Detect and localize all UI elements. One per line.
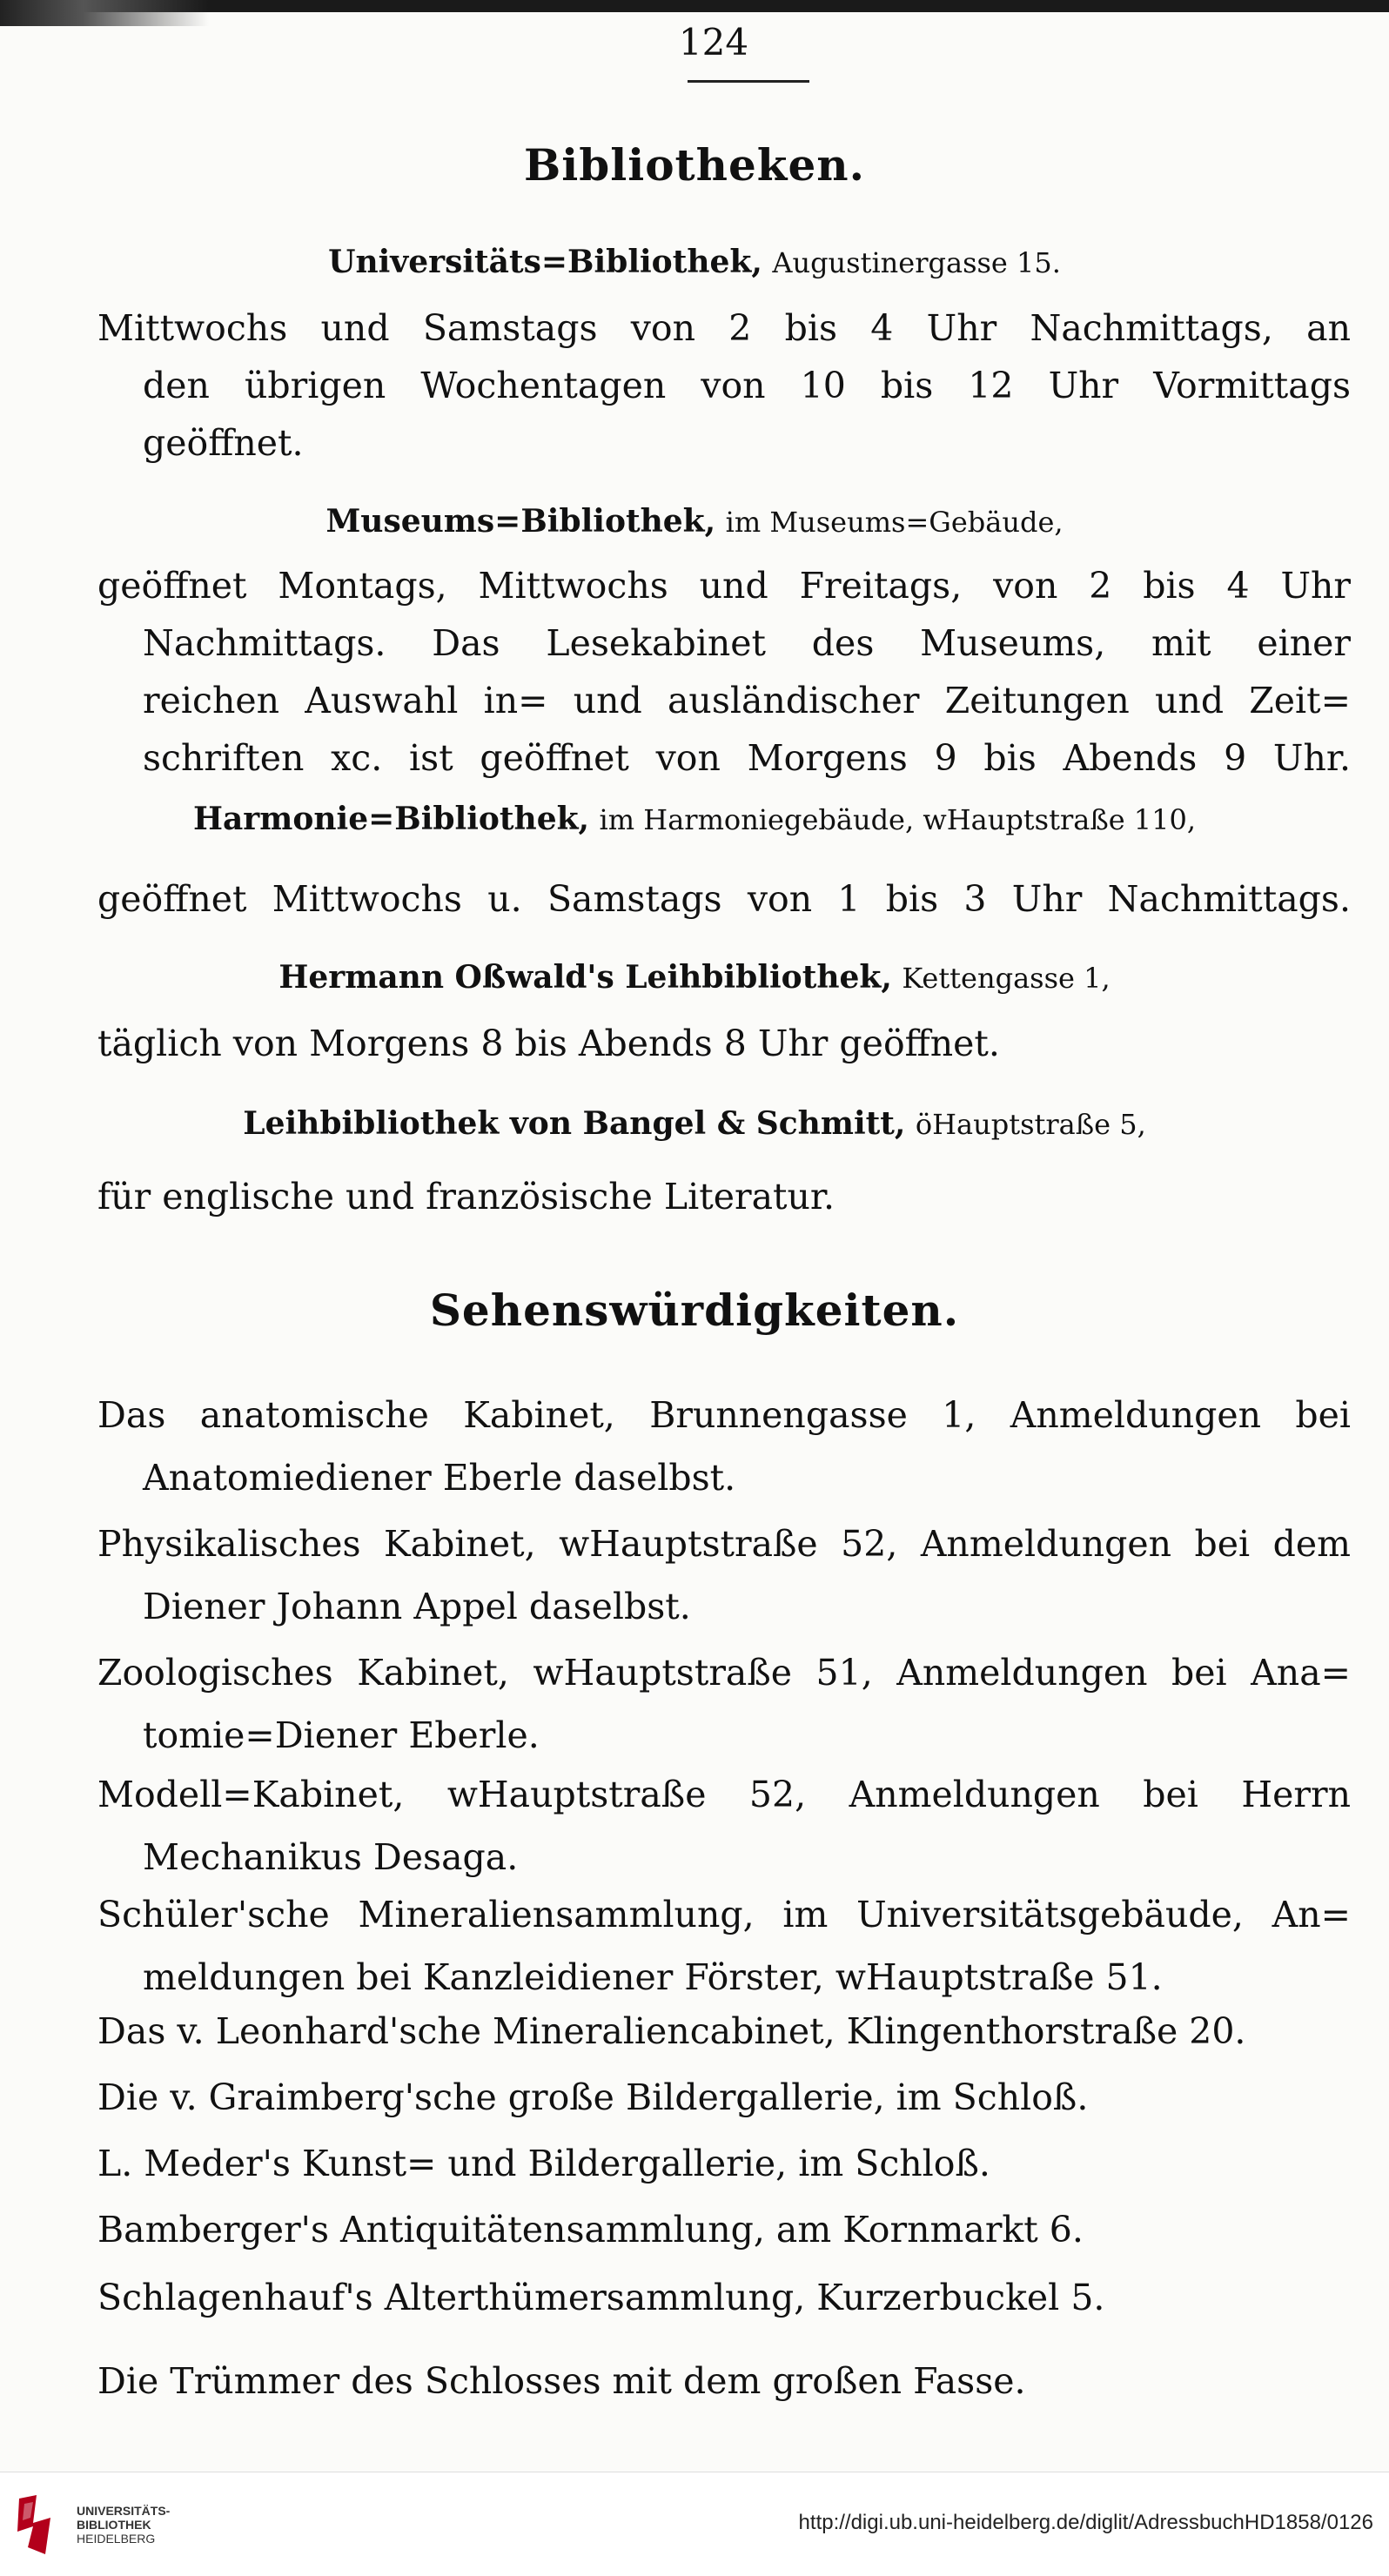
list-item	[97, 1384, 1351, 1509]
text-line: schriften xc. ist geöffnet von Morgens 9 bis Abends 9 Uhr.	[143, 737, 1351, 779]
list-item	[97, 1763, 1351, 1888]
logo-line: UNIVERSITÄTS-	[77, 2504, 171, 2518]
text-line: Schlagenhauf's Alterthümersammlung, Kurzerbuckel 5.	[97, 2277, 1105, 2318]
logo-line: HEIDELBERG	[77, 2532, 156, 2546]
entry-text	[97, 1168, 1351, 1225]
text-line: Modell=Kabinet, wHauptstraße 52, Anmeldungen bei Herrn	[97, 1774, 1351, 1815]
text-line: Physikalisches Kabinet, wHauptstraße 52, Anmeldungen bei dem	[97, 1523, 1351, 1565]
text-line: geöffnet.	[143, 422, 304, 464]
entry-name: Universitäts=Bibliothek,	[328, 244, 762, 280]
text-line: Bamberger's Antiquitätensammlung, am Kornmarkt 6.	[97, 2209, 1084, 2251]
entry-text	[97, 299, 1351, 472]
page-number-rule	[688, 80, 809, 83]
text-line: meldungen bei Kanzleidiener Förster, wHauptstraße 51.	[143, 1956, 1163, 1998]
text-line: Die Trümmer des Schlosses mit dem großen Fasse.	[97, 2360, 1026, 2402]
university-library-logo-icon	[16, 2492, 56, 2558]
entry-name: Leihbibliothek von Bangel & Schmitt,	[243, 1105, 906, 1142]
entry-title	[0, 244, 1389, 280]
page-number: 124	[678, 21, 749, 64]
text-line: den übrigen Wochentagen von 10 bis 12 Uhr Vormittags	[143, 365, 1351, 406]
text-line: Das anatomische Kabinet, Brunnengasse 1, Anmeldungen bei	[97, 1394, 1351, 1436]
entry-address: Augustinergasse 15.	[772, 246, 1061, 279]
entry-title	[0, 1105, 1389, 1142]
text-line: Die v. Graimberg'sche große Bildergallerie, im Schloß.	[97, 2076, 1089, 2118]
text-line: Mechanikus Desaga.	[143, 1836, 519, 1878]
section-heading-libraries: Bibliotheken.	[523, 139, 866, 191]
entry-text	[97, 1015, 1351, 1072]
entry-name: Harmonie=Bibliothek,	[192, 801, 590, 837]
text-line: Mittwochs und Samstags von 2 bis 4 Uhr Nachmittags, an	[97, 307, 1351, 349]
university-library-logo-text	[77, 2504, 170, 2546]
list-item	[97, 1883, 1351, 2009]
entry-name: Museums=Bibliothek,	[325, 503, 716, 540]
list-item	[97, 1513, 1351, 1638]
entry-text	[97, 557, 1351, 787]
text-line: täglich von Morgens 8 bis Abends 8 Uhr geöffnet.	[97, 1023, 1000, 1064]
entry-title	[0, 801, 1389, 837]
list-item	[97, 2266, 1351, 2329]
text-line: Diener Johann Appel daselbst.	[143, 1586, 691, 1627]
entry-name: Hermann Oßwald's Leihbibliothek,	[278, 959, 892, 996]
text-line: Schüler'sche Mineraliensammlung, im Universitätsgebäude, An=	[97, 1894, 1351, 1935]
list-item	[97, 2198, 1351, 2261]
entry-address: öHauptstraße 5,	[915, 1108, 1146, 1141]
entry-title	[0, 959, 1389, 996]
text-line: geöffnet Mittwochs u. Samstags von 1 bis 3 Uhr Nachmittags.	[97, 878, 1351, 920]
source-url-link[interactable]: http://digi.ub.uni-heidelberg.de/diglit/AdressbuchHD1858/0126	[798, 2511, 1373, 2534]
entry-address: im Museums=Gebäude,	[725, 506, 1064, 539]
text-line: Anatomiediener Eberle daselbst.	[143, 1457, 736, 1499]
entry-address: im Harmoniegebäude, wHauptstraße 110,	[599, 803, 1197, 836]
list-item	[97, 2132, 1351, 2195]
viewer-footer	[0, 2472, 1389, 2576]
list-item	[97, 2350, 1351, 2412]
list-item	[97, 2066, 1351, 2129]
scan-smudge	[0, 0, 209, 26]
text-line: für englische und französische Literatur.	[97, 1176, 835, 1218]
entry-address: Kettengasse 1,	[902, 962, 1111, 995]
entry-text	[97, 870, 1351, 928]
logo-line: BIBLIOTHEK	[77, 2518, 151, 2532]
section-heading-sights: Sehenswürdigkeiten.	[429, 1285, 960, 1336]
text-line: reichen Auswahl in= und ausländischer Zeitungen und Zeit=	[143, 680, 1351, 721]
text-line: tomie=Diener Eberle.	[143, 1714, 540, 1756]
text-line: Das v. Leonhard'sche Mineraliencabinet, Klingenthorstraße 20.	[97, 2010, 1246, 2052]
entry-title	[0, 503, 1389, 540]
text-line: Nachmittags. Das Lesekabinet des Museums, mit einer	[143, 622, 1351, 664]
text-line: Zoologisches Kabinet, wHauptstraße 51, Anmeldungen bei Ana=	[97, 1652, 1351, 1694]
list-item	[97, 1641, 1351, 1767]
text-line: geöffnet Montags, Mittwochs und Freitags, von 2 bis 4 Uhr	[97, 565, 1351, 607]
text-line: L. Meder's Kunst= und Bildergallerie, im Schloß.	[97, 2143, 990, 2184]
list-item	[97, 2000, 1351, 2063]
